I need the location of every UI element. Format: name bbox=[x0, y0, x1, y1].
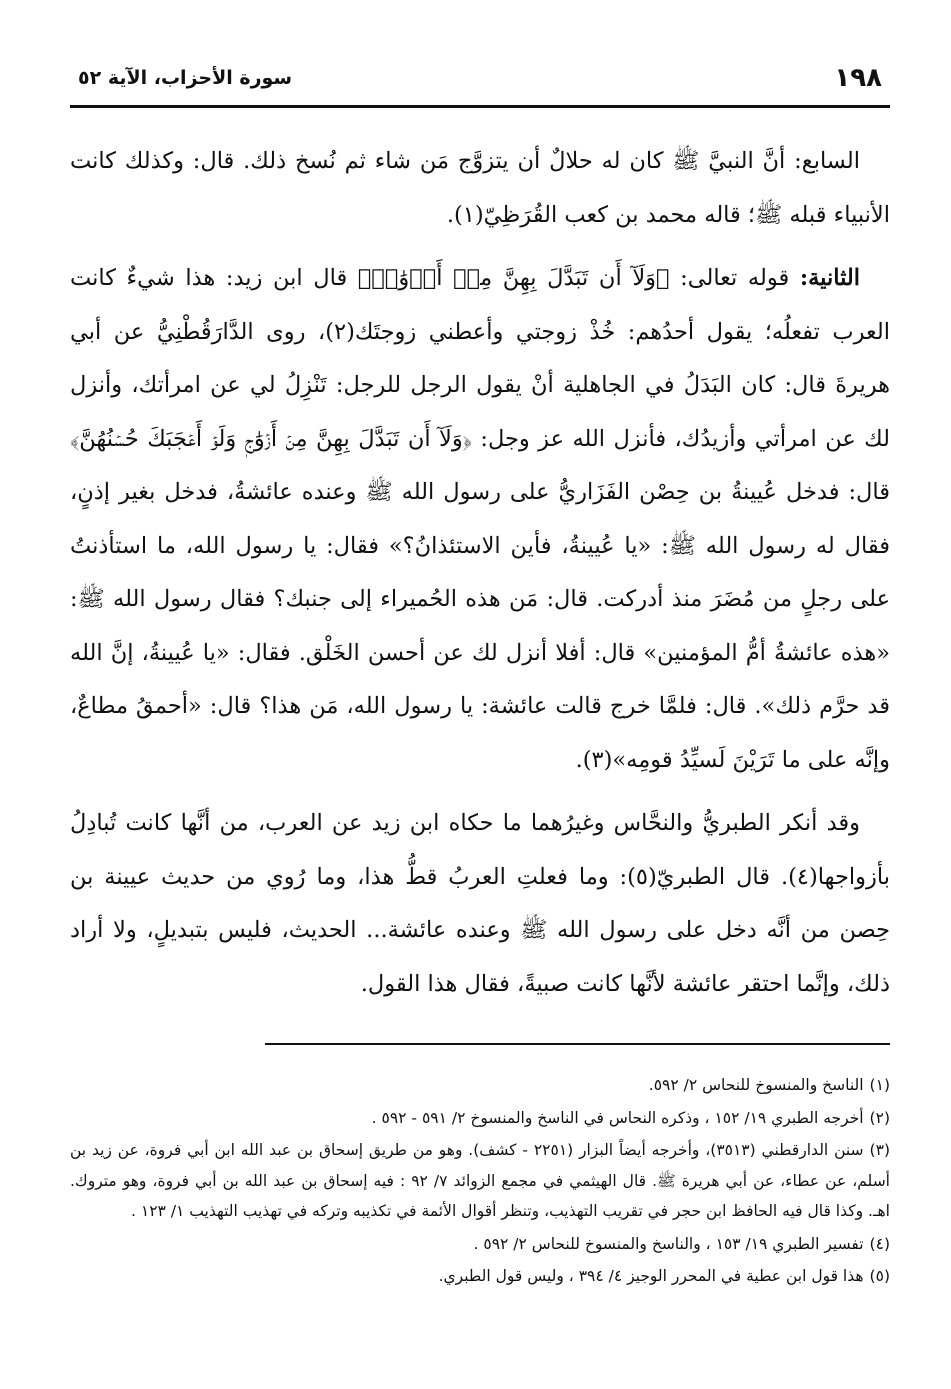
footnote bbox=[70, 1261, 890, 1292]
footnote-number: (٥) bbox=[869, 1267, 890, 1285]
footnote bbox=[70, 1070, 890, 1101]
footnote-text: تفسير الطبري ١٩/ ١٥٣ ، والناسخ والمنسوخ للنحاس ٢/ ٥٩٢ . bbox=[473, 1234, 864, 1253]
section-lead: الثانية: bbox=[799, 265, 860, 291]
page-number: ١٩٨ bbox=[834, 63, 882, 93]
paragraph-second-text: قوله تعالى: ﴿وَلَآ أَن تَبَدَّلَ بِهِنَّ مِنۡ أَزۡوَٰجٖ﴾ قال ابن زيد: هذا شيءٌ كانت العرب تفعلُه؛ يقول أحدُهم: خُذْ زوجتي وأعطني زوجتَك(٢)، روى الدَّارَقُطْنِيُّ عن أبي هريرةَ قال: كان البَدَلُ في الجاهلية أنْ يقول الرجل للرجل: تَنْزِلُ لي عن امرأتك، وأنزل لك عن امرأتي وأزيدُك، فأنزل الله عز وجل: ﴿وَلَآ أَن تَبَدَّلَ بِهِنَّ مِنۡ أَزۡوَٰجٖ وَلَوۡ أَعۡجَبَكَ حُسۡنُهُنَّ﴾ قال: فدخل عُيينةُ بن حِصْن الفَزَاريُّ على رسول الله ﷺ وعنده عائشةُ، فدخل بغير إذنٍ، فقال له رسول الله ﷺ: «يا عُيينةُ، فأين الاستئذانُ؟» فقال: يا رسول الله، ما استأذنتُ على رجلٍ من مُضَرَ منذ أدركت. قال: مَن هذه الحُميراء إلى جنبك؟ فقال رسول الله ﷺ: «هذه عائشةُ أمُّ المؤمنين» قال: أفلا أنزل لك عن أحسن الخَلْق. فقال: «يا عُيينةُ، إنَّ الله قد حرَّم ذلك». قال: فلمَّا خرج قالت عائشة: يا رسول الله، مَن هذا؟ قال: «أحمقُ مطاعٌ، وإنَّه على ما تَرَيْنَ لَسيِّدُ قومِه»(٣). bbox=[70, 265, 890, 773]
running-title: سورة الأحزاب، الآية ٥٢ bbox=[78, 67, 293, 89]
page-header bbox=[70, 55, 890, 108]
footnote-text: سنن الدارقطني (٣٥١٣)، وأخرجه أيضاً البزار (٢٢٥١ - كشف). وهو من طريق إسحاق بن عبد الله ابن أبي فروة، عن زيد بن أسلم، عن عطاء، عن أبي هريرة ﷺ. قال الهيثمي في مجمع الزوائد ٧/ ٩٢ : فيه إسحاق بن عبد الله بن أبي فروة، وهو متروك. اهـ. وكذا قال فيه الحافظ ابن حجر في تقريب التهذيب، وتنظر أقوال الأئمة في تكذيبه وتركه في تهذيب التهذيب ١/ ١٢٣ . bbox=[70, 1141, 890, 1220]
footnote-number: (٢) bbox=[869, 1108, 890, 1127]
book-page bbox=[70, 55, 890, 1355]
paragraph-seventh-opinion: السابع: أنَّ النبيَّ ﷺ كان له حلالٌ أن يتزوَّج مَن شاء ثم نُسخ ذلك. قال: وكذلك كانت الأنبياء قبله ﷺ؛ قاله محمد بن كعب القُرَظِيّ(١). bbox=[70, 148, 890, 228]
paragraph-second-issue bbox=[70, 252, 890, 787]
footnotes bbox=[70, 1070, 890, 1294]
footnote bbox=[70, 1229, 890, 1260]
footnote-text: أخرجه الطبري ١٩/ ١٥٢ ، وذكره النحاس في الناسخ والمنسوخ ٢/ ٥٩١ - ٥٩٢ . bbox=[371, 1108, 864, 1127]
paragraph-refutation: وقد أنكر الطبريُّ والنحَّاس وغيرُهما ما حكاه ابن زيد عن العرب، من أنَّها كانت تُبادِلُ بأزواجها(٤). قال الطبريّ(٥): وما فعلتِ العربُ قطُّ هذا، وما رُوي من حديث عيينة بن حِصن من أنَّه دخل على رسول الله ﷺ وعنده عائشة... الحديث، فليس بتبديلٍ، ولا أراد ذلك، وإنَّما احتقر عائشة لأنَّها كانت صبيةً، فقال هذا القول. bbox=[70, 810, 890, 997]
footnote-text: هذا قول ابن عطية في المحرر الوجيز ٤/ ٣٩٤ ، وليس قول الطبري. bbox=[438, 1267, 864, 1285]
footnote-divider bbox=[265, 1043, 890, 1045]
footnote-text: الناسخ والمنسوخ للنحاس ٢/ ٥٩٢. bbox=[648, 1076, 864, 1094]
footnote-number: (٤) bbox=[869, 1234, 890, 1253]
footnote bbox=[70, 1135, 890, 1227]
footnote-number: (١) bbox=[869, 1076, 890, 1094]
footnote-number: (٣) bbox=[869, 1141, 890, 1159]
footnote bbox=[70, 1103, 890, 1134]
main-text bbox=[70, 135, 890, 1021]
